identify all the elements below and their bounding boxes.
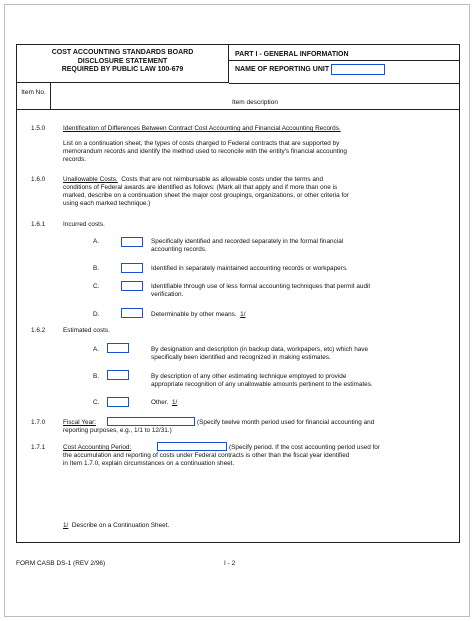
item-text: List on a continuation sheet, the types of costs charged to Federal contracts that are supported by — [63, 140, 340, 147]
part-block — [229, 45, 459, 84]
item-text: in Item 1.7.0, explain circumstances on a continuation sheet. — [63, 460, 235, 467]
disclosure-form — [16, 44, 460, 543]
statement-name: DISCLOSURE STATEMENT — [77, 57, 168, 65]
option-text: By description of any other estimating technique employed to provide — [151, 373, 347, 380]
item-number: 1.6.1 — [31, 221, 46, 228]
cost-accounting-period-field[interactable] — [157, 442, 227, 451]
item-text: (Specify period. If the cost accounting period used for — [229, 444, 380, 451]
estimated-b-checkbox[interactable] — [107, 370, 129, 380]
item-label: Incurred costs. — [63, 221, 105, 228]
footnote-ref: 1/ — [171, 399, 178, 406]
item-text: (Specify twelve month period used for financial accounting and — [197, 419, 375, 426]
option-text — [151, 311, 246, 319]
option-text: accounting records. — [151, 246, 207, 253]
item-title: Identification of Differences Between Contract Cost Accounting and Financial Accounting Records. — [63, 125, 341, 132]
option-text: Specifically identified and recorded separately in the formal financial — [151, 238, 344, 245]
incurred-b-checkbox[interactable] — [121, 263, 143, 273]
estimated-a-checkbox[interactable] — [107, 343, 129, 353]
option-letter: B. — [93, 265, 100, 272]
item-label: Fiscal Year: — [63, 419, 97, 426]
option-letter: C. — [93, 399, 100, 406]
item-text: using each marked technique.) — [63, 200, 151, 207]
option-text: specifically been identified and recognized in making estimates. — [151, 354, 331, 361]
incurred-a-checkbox[interactable] — [121, 237, 143, 247]
incurred-d-checkbox[interactable] — [121, 308, 143, 318]
item-number: 1.7.1 — [31, 444, 46, 451]
item-text: reporting purposes, e.g., 1/1 to 12/31.) — [63, 427, 172, 434]
option-text: Identifiable through use of less formal accounting techniques that permit audit — [151, 283, 371, 290]
option-letter: B. — [93, 373, 100, 380]
form-number: FORM CASB DS-1 (REV 2/96) — [16, 560, 106, 567]
item-label: Estimated costs. — [63, 327, 110, 334]
reporting-unit-label: NAME OF REPORTING UNIT — [235, 66, 330, 73]
item-text: conditions of Federal awards are identified as follows: (Mark all that apply and if more than one is — [63, 184, 338, 191]
column-header — [17, 83, 459, 110]
item-text: records. — [63, 156, 87, 163]
option-text: Determinable by other means. — [151, 311, 237, 318]
item-label: Cost Accounting Period: — [63, 444, 132, 451]
option-letter: A. — [93, 346, 100, 353]
board-name: COST ACCOUNTING STANDARDS BOARD — [51, 49, 194, 56]
divider — [229, 60, 459, 61]
option-letter: C. — [93, 283, 100, 290]
item-text: Costs that are not reimbursable as allowable costs under the terms and — [121, 176, 324, 183]
footnote-mark: 1/ — [63, 522, 69, 529]
item-text: the accumulation and reporting of costs under Federal contracts is other than the fiscal year identified — [63, 452, 350, 459]
item-number: 1.6.2 — [31, 327, 46, 334]
estimated-c-checkbox[interactable] — [107, 397, 129, 407]
item-text: memorandum records and identify the method used to reconcile with the entity's financial accounting — [63, 148, 347, 155]
item-number: 1.7.0 — [31, 419, 46, 426]
reporting-unit-field[interactable] — [331, 64, 385, 75]
footnote — [63, 522, 169, 530]
form-title-block — [17, 45, 229, 83]
footnote-ref: 1/ — [240, 311, 246, 318]
item-number: 1.5.0 — [31, 125, 46, 132]
incurred-c-checkbox[interactable] — [121, 281, 143, 291]
part-title: PART I - GENERAL INFORMATION — [235, 51, 349, 58]
item-no-header: Item No. — [17, 83, 51, 109]
option-text: Other. — [151, 399, 169, 406]
footnote-text: Describe on a Continuation Sheet. — [71, 522, 170, 529]
option-letter: A. — [93, 238, 100, 245]
item-text — [63, 176, 323, 184]
fiscal-year-field[interactable] — [107, 417, 195, 426]
item-title: Unallowable Costs. — [63, 176, 118, 183]
item-text: marked, describe on a continuation sheet the major cost groupings, organizations, or other criteria for — [63, 192, 349, 199]
item-description-header: Item description — [232, 99, 278, 106]
option-text: appropriate recognition of any unallowable amounts pertinent to the estimates. — [151, 381, 373, 388]
law-reference: REQUIRED BY PUBLIC LAW 100-679 — [61, 66, 184, 73]
option-text — [151, 399, 177, 407]
option-text: Identified in separately maintained accounting records or workpapers. — [151, 265, 348, 272]
option-text: verification. — [151, 291, 184, 298]
option-text: By designation and description (in backup data, workpapers, etc) which have — [151, 346, 369, 353]
option-letter: D. — [93, 311, 100, 318]
page-number: I - 2 — [224, 560, 236, 567]
item-number: 1.6.0 — [31, 176, 46, 183]
